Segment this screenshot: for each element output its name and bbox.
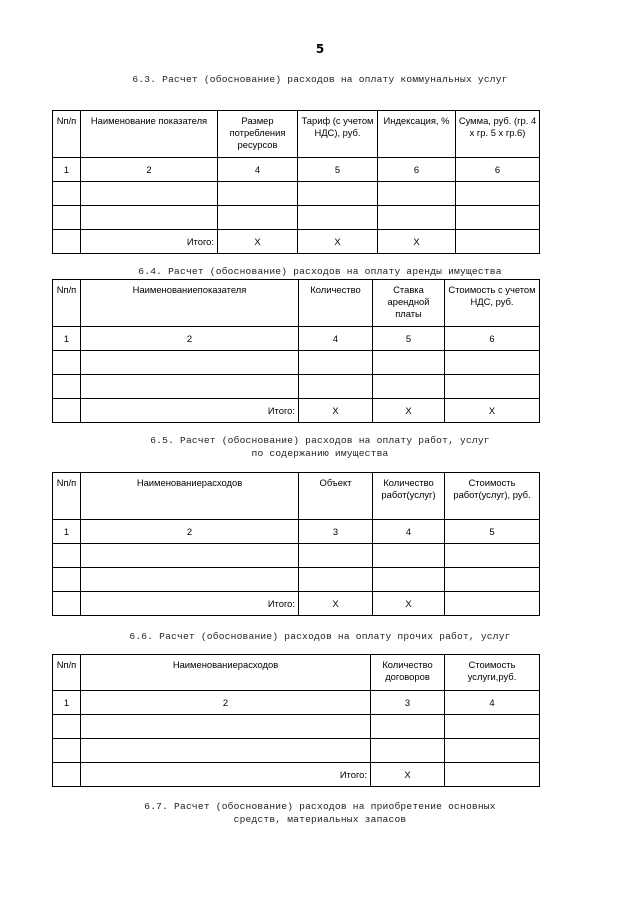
number-cell: 5 <box>373 327 445 351</box>
header-cell: Количество договоров <box>371 655 445 691</box>
total-cell: X <box>299 592 373 616</box>
header-cell: Nп/п <box>53 473 81 520</box>
total-label: Итого: <box>81 592 299 616</box>
total-label: Итого: <box>81 399 299 423</box>
header-cell: Наименование показателя <box>81 111 218 158</box>
header-cell: Тариф (с учетом НДС), руб. <box>298 111 378 158</box>
total-cell: X <box>371 763 445 787</box>
number-cell: 4 <box>373 520 445 544</box>
rent-table <box>52 279 540 423</box>
number-cell: 3 <box>371 691 445 715</box>
header-cell: Наименованиерасходов <box>81 473 299 520</box>
header-cell: Стоимость услуги,руб. <box>445 655 540 691</box>
total-cell: X <box>373 592 445 616</box>
section-6-6-title: 6.6. Расчет (обоснование) расходов на оплату прочих работ, услуг <box>129 631 511 642</box>
number-cell: 5 <box>298 158 378 182</box>
page-number: 5 <box>315 42 325 56</box>
table-row <box>53 715 540 739</box>
header-cell: Наименованиерасходов <box>81 655 371 691</box>
header-cell: Размер потребления ресурсов <box>218 111 298 158</box>
number-cell: 6 <box>445 327 540 351</box>
header-cell: Сумма, руб. (гр. 4 х гр. 5 х гр.6) <box>456 111 540 158</box>
total-label: Итого: <box>81 763 371 787</box>
total-cell: X <box>373 399 445 423</box>
total-cell: X <box>299 399 373 423</box>
header-cell: Ставка арендной платы <box>373 280 445 327</box>
section-6-7-title-line2: средств, материальных запасов <box>233 814 407 825</box>
number-cell: 1 <box>53 520 81 544</box>
header-cell: Nп/п <box>53 111 81 158</box>
header-cell: Количество работ(услуг) <box>373 473 445 520</box>
header-cell: Nп/п <box>53 280 81 327</box>
section-6-4-title: 6.4. Расчет (обоснование) расходов на оплату аренды имущества <box>138 266 502 277</box>
table-row <box>53 568 540 592</box>
table-row <box>53 351 540 375</box>
number-cell: 2 <box>81 158 218 182</box>
table-row <box>53 739 540 763</box>
header-cell: Количество <box>299 280 373 327</box>
section-6-7-title-line1: 6.7. Расчет (обоснование) расходов на приобретение основных <box>144 801 496 812</box>
total-cell: X <box>298 230 378 254</box>
table-row <box>53 182 540 206</box>
number-cell: 4 <box>445 691 540 715</box>
total-label: Итого: <box>81 230 218 254</box>
utilities-table <box>52 110 540 254</box>
total-cell: X <box>445 399 540 423</box>
total-cell <box>445 763 540 787</box>
section-6-5-title-line1: 6.5. Расчет (обоснование) расходов на оплату работ, услуг <box>150 435 490 446</box>
total-cell: X <box>218 230 298 254</box>
header-cell: Наименованиепоказателя <box>81 280 299 327</box>
number-cell: 2 <box>81 327 299 351</box>
table-row <box>53 544 540 568</box>
number-cell: 1 <box>53 158 81 182</box>
table-row <box>53 206 540 230</box>
property-maintenance-table <box>52 472 540 616</box>
header-cell: Nп/п <box>53 655 81 691</box>
header-cell: Стоимость работ(услуг), руб. <box>445 473 540 520</box>
number-cell: 5 <box>445 520 540 544</box>
number-cell: 2 <box>81 520 299 544</box>
number-cell: 6 <box>378 158 456 182</box>
header-cell: Объект <box>299 473 373 520</box>
total-cell: X <box>378 230 456 254</box>
total-cell <box>445 592 540 616</box>
total-cell <box>456 230 540 254</box>
number-cell: 3 <box>299 520 373 544</box>
number-cell: 6 <box>456 158 540 182</box>
section-6-3-title: 6.3. Расчет (обоснование) расходов на оплату коммунальных услуг <box>132 74 508 85</box>
header-cell: Стоимость с учетом НДС, руб. <box>445 280 540 327</box>
number-cell: 2 <box>81 691 371 715</box>
number-cell: 1 <box>53 327 81 351</box>
number-cell: 4 <box>218 158 298 182</box>
section-6-5-title-line2: по содержанию имущества <box>251 448 389 459</box>
table-row <box>53 375 540 399</box>
header-cell: Индексация, % <box>378 111 456 158</box>
number-cell: 4 <box>299 327 373 351</box>
number-cell: 1 <box>53 691 81 715</box>
other-services-table <box>52 654 540 787</box>
